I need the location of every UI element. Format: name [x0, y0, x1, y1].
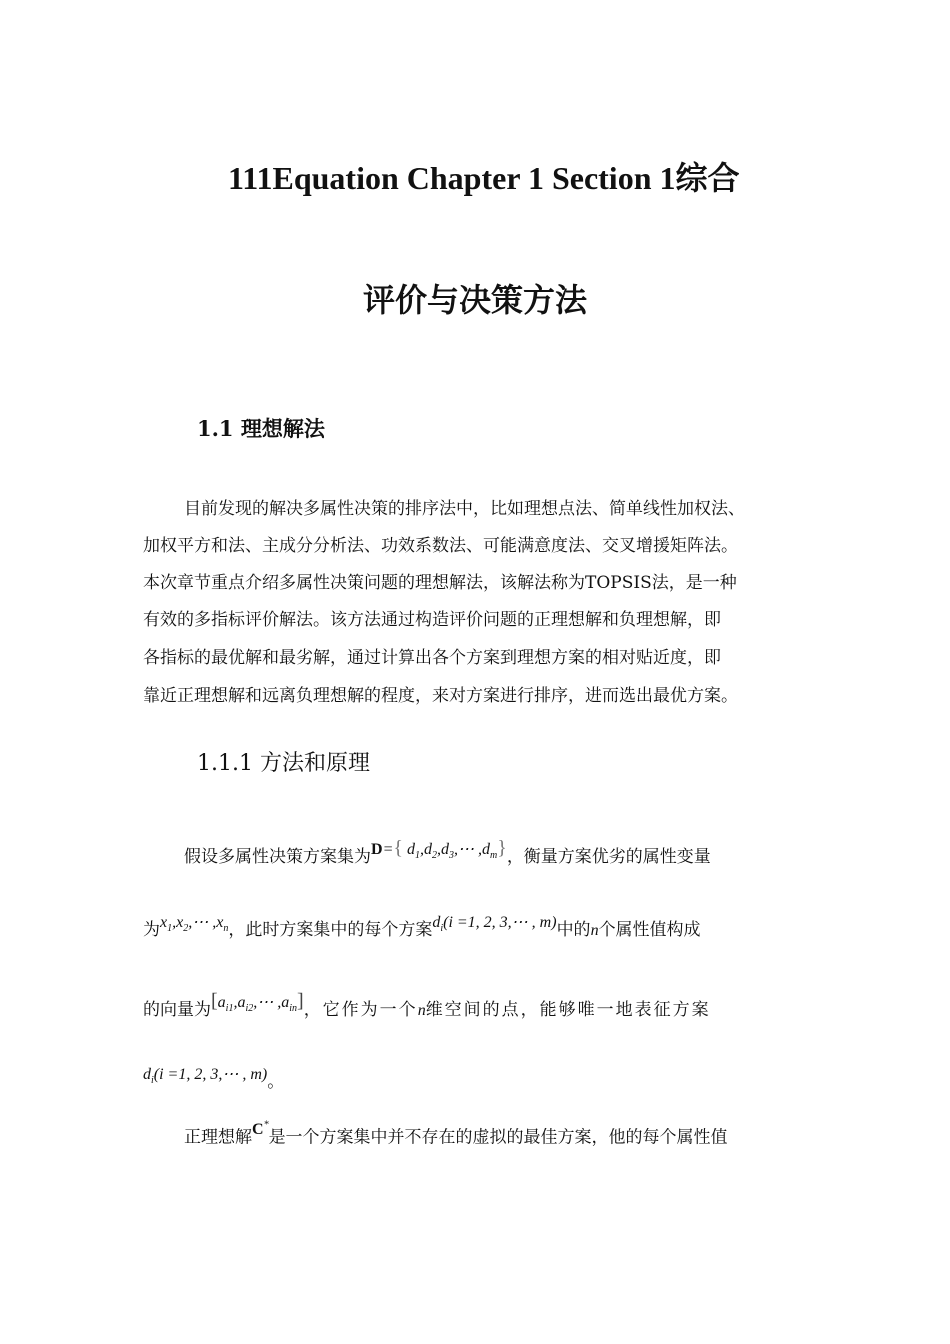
math-symbol: d: [440, 841, 449, 858]
math-symbol: d: [143, 1066, 151, 1083]
paragraph-line: 靠近正理想解和远离负理想解的程度，来对方案进行排序，进而选出最优方案。: [143, 686, 738, 706]
math-range: (i =1, 2, 3,⋯ , m): [153, 1066, 268, 1083]
subsection-heading: 1.1.1 方法和原理: [197, 751, 370, 776]
math-symbol: ,: [453, 841, 458, 858]
math-symbol: ,: [253, 994, 258, 1011]
math-symbol: ,: [436, 841, 441, 858]
math-symbol: ⋯: [457, 841, 474, 858]
formula-positive-ideal: [252, 1121, 269, 1138]
math-subscript: 2: [183, 923, 189, 935]
math-symbol: }: [497, 837, 507, 859]
formula-attribute-variables: [160, 914, 229, 935]
paragraph-line: 本次章节重点介绍多属性决策问题的理想解法，该解法称为TOPSIS法，是一种: [143, 573, 737, 593]
paragraph-line: 有效的多指标评价解法。该方法通过构造评价问题的正理想解和负理想解，即: [143, 610, 721, 630]
text-fragment: 。: [267, 1072, 285, 1092]
text-fragment: 是一个方案集中并不存在的虚拟的最佳方案，他的每个属性值: [268, 1127, 728, 1148]
text-fragment: ，它作为一个: [303, 1000, 418, 1020]
math-symbol: ]: [297, 990, 304, 1012]
math-symbol: {: [393, 837, 403, 859]
paragraph-line: 各指标的最优解和最劣解，通过计算出各个方案到理想方案的相对贴近度，即: [143, 648, 721, 668]
math-subscript: i2: [245, 1003, 254, 1015]
text-fragment: 的向量为: [143, 1000, 211, 1020]
math-symbol: ,: [477, 841, 482, 858]
math-subscript: 3: [448, 850, 454, 862]
math-symbol: ,: [188, 914, 193, 931]
paragraph-line: [184, 1120, 728, 1148]
math-symbol: n: [590, 922, 599, 939]
math-symbol: ,: [212, 914, 217, 931]
math-subscript: i: [151, 1075, 154, 1087]
text-fragment: ，此时方案集中的每个方案: [228, 920, 433, 940]
math-symbol: n: [417, 1002, 426, 1019]
math-symbol: a: [237, 994, 246, 1011]
math-subscript: n: [223, 923, 229, 935]
paragraph-line: 加权平方和法、主成分分析法、功效系数法、可能满意度法、交叉增援矩阵法。: [143, 536, 738, 556]
paragraph-line: [143, 1066, 285, 1092]
math-symbol: =: [382, 841, 394, 858]
text-fragment: 正理想解: [184, 1127, 252, 1148]
formula-alternative-di: [432, 914, 557, 935]
paragraph-line: [184, 837, 711, 869]
math-subscript: 2: [431, 850, 437, 862]
math-subscript: 1: [167, 923, 173, 935]
math-superscript: *: [263, 1120, 269, 1131]
paragraph-line: 目前发现的解决多属性决策的排序法中，比如理想点法、简单线性加权法、: [184, 499, 745, 519]
math-range: (i =1, 2, 3,⋯ , m): [443, 914, 557, 931]
math-symbol: [: [211, 990, 218, 1012]
math-subscript: in: [289, 1003, 298, 1015]
document-title-line-1: 111Equation Chapter 1 Section 1综合: [228, 160, 740, 196]
math-symbol: ,: [233, 994, 238, 1011]
math-symbol: d: [432, 914, 441, 931]
math-subscript: i1: [225, 1003, 234, 1015]
text-fragment: 假设多属性决策方案集为: [184, 847, 371, 867]
math-subscript: i: [440, 923, 444, 935]
math-symbol: a: [217, 994, 226, 1011]
math-symbol: ,: [419, 841, 424, 858]
formula-attribute-vector: [211, 990, 304, 1015]
math-symbol: d: [423, 841, 432, 858]
math-subscript: 1: [414, 850, 420, 862]
text-fragment: 中的: [556, 920, 591, 940]
formula-alternative-set: [371, 837, 507, 862]
math-symbol: x: [216, 914, 224, 931]
math-symbol: d: [481, 841, 490, 858]
text-fragment: 为: [143, 920, 160, 940]
math-symbol: ⋯: [257, 994, 274, 1011]
math-symbol: ⋯: [192, 914, 209, 931]
math-symbol: D: [371, 841, 383, 858]
math-symbol: ,: [172, 914, 177, 931]
paragraph-line: [143, 990, 711, 1022]
text-fragment: ，衡量方案优劣的属性变量: [506, 847, 711, 867]
text-fragment: 维空间的点，能够唯一地表征方案: [425, 1000, 711, 1020]
math-symbol: ,: [277, 994, 282, 1011]
math-symbol: x: [160, 914, 168, 931]
math-symbol: x: [176, 914, 184, 931]
document-title-line-2: 评价与决策方法: [362, 281, 587, 319]
math-symbol: C: [252, 1121, 264, 1139]
math-symbol: a: [281, 994, 290, 1011]
math-subscript: m: [489, 850, 498, 862]
formula-alternative-di: [143, 1066, 268, 1087]
section-heading: 1.1 理想解法: [197, 416, 325, 441]
paragraph-line: [143, 914, 701, 942]
math-symbol: d: [406, 841, 415, 858]
text-fragment: 个属性值构成: [598, 920, 701, 940]
